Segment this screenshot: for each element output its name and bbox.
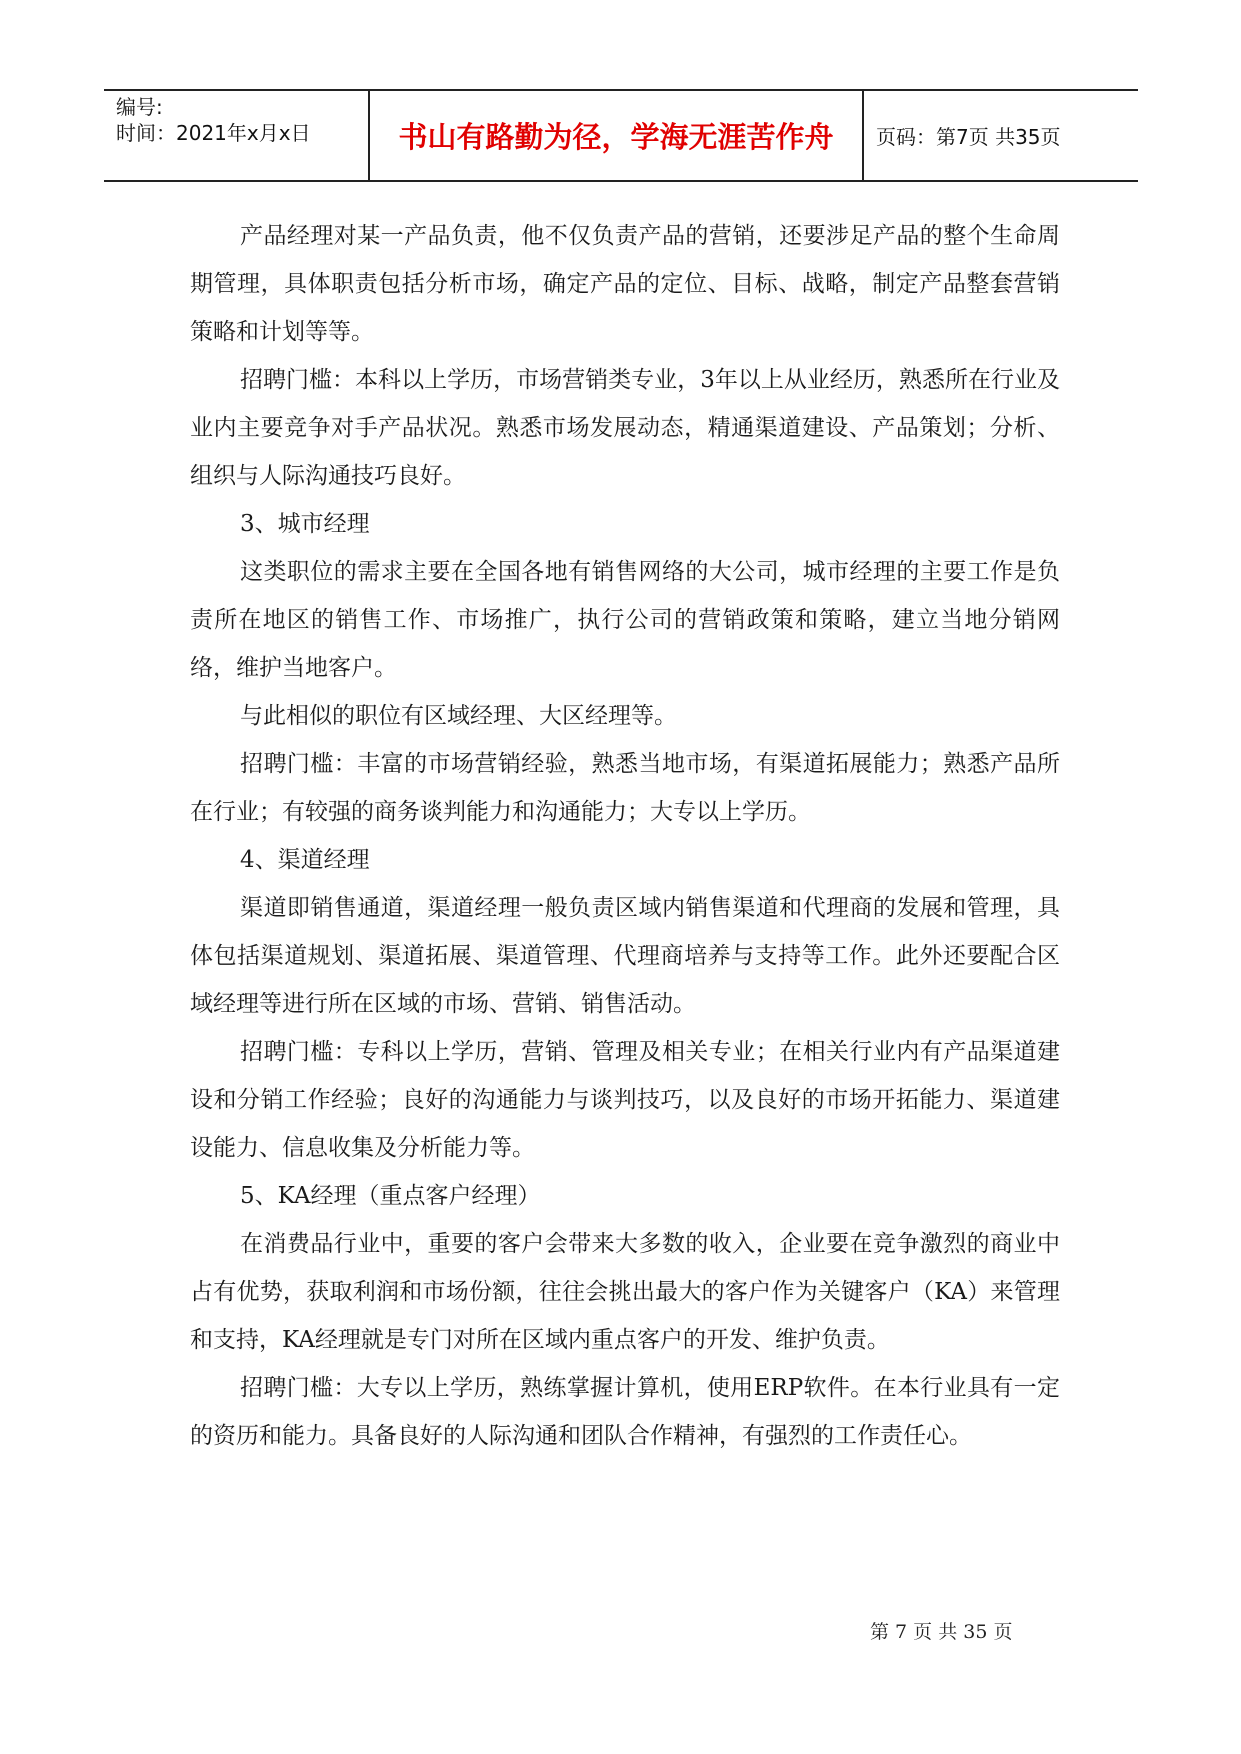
paragraph: 这类职位的需求主要在全国各地有销售网络的大公司，城市经理的主要工作是负责所在地区的销售工作、市场推广，执行公司的营销政策和策略，建立当地分销网络，维护当地客户。 bbox=[190, 559, 1060, 681]
header-meta-cell bbox=[104, 91, 370, 180]
serial-number-label: 编号: bbox=[116, 95, 163, 119]
document-body bbox=[190, 212, 1060, 1460]
paragraph: 与此相似的职位有区域经理、大区经理等。 bbox=[240, 703, 677, 729]
time-label: 时间：2021年x月x日 bbox=[116, 121, 311, 145]
section-heading: 5、KA经理（重点客户经理） bbox=[240, 1183, 541, 1209]
page-code-label: 页码：第7页 共35页 bbox=[876, 125, 1061, 149]
paragraph: 渠道即销售通道，渠道经理一般负责区域内销售渠道和代理商的发展和管理，具体包括渠道规划、渠道拓展、渠道管理、代理商培养与支持等工作。此外还要配合区域经理等进行所在区域的市场、营销、销售活动。 bbox=[190, 895, 1060, 1017]
page-footer: 第 7 页 共 35 页 bbox=[870, 1621, 1013, 1643]
paragraph: 招聘门槛：本科以上学历，市场营销类专业，3年以上从业经历，熟悉所在行业及业内主要竞争对手产品状况。熟悉市场发展动态，精通渠道建设、产品策划；分析、组织与人际沟通技巧良好。 bbox=[190, 367, 1060, 489]
paragraph: 招聘门槛：专科以上学历，营销、管理及相关专业；在相关行业内有产品渠道建设和分销工作经验；良好的沟通能力与谈判技巧，以及良好的市场开拓能力、渠道建设能力、信息收集及分析能力等。 bbox=[190, 1039, 1060, 1161]
header-motto-cell bbox=[370, 91, 864, 180]
paragraph: 招聘门槛：大专以上学历，熟练掌握计算机，使用ERP软件。在本行业具有一定的资历和能力。具备良好的人际沟通和团队合作精神，有强烈的工作责任心。 bbox=[190, 1375, 1060, 1449]
paragraph: 招聘门槛：丰富的市场营销经验，熟悉当地市场，有渠道拓展能力；熟悉产品所在行业；有较强的商务谈判能力和沟通能力；大专以上学历。 bbox=[190, 751, 1060, 825]
header-page-cell bbox=[864, 91, 1138, 180]
paragraph: 在消费品行业中，重要的客户会带来大多数的收入，企业要在竞争激烈的商业中占有优势，获取利润和市场份额，往往会挑出最大的客户作为关键客户（KA）来管理和支持，KA经理就是专门对所在区域内重点客户的开发、维护负责。 bbox=[190, 1231, 1060, 1353]
document-header bbox=[104, 89, 1138, 182]
paragraph: 产品经理对某一产品负责，他不仅负责产品的营销，还要涉足产品的整个生命周期管理，具体职责包括分析市场，确定产品的定位、目标、战略，制定产品整套营销策略和计划等等。 bbox=[190, 223, 1060, 345]
section-heading: 3、城市经理 bbox=[240, 511, 370, 537]
motto-text: 书山有路勤为径，学海无涯苦作舟 bbox=[398, 120, 834, 154]
section-heading: 4、渠道经理 bbox=[240, 847, 370, 873]
